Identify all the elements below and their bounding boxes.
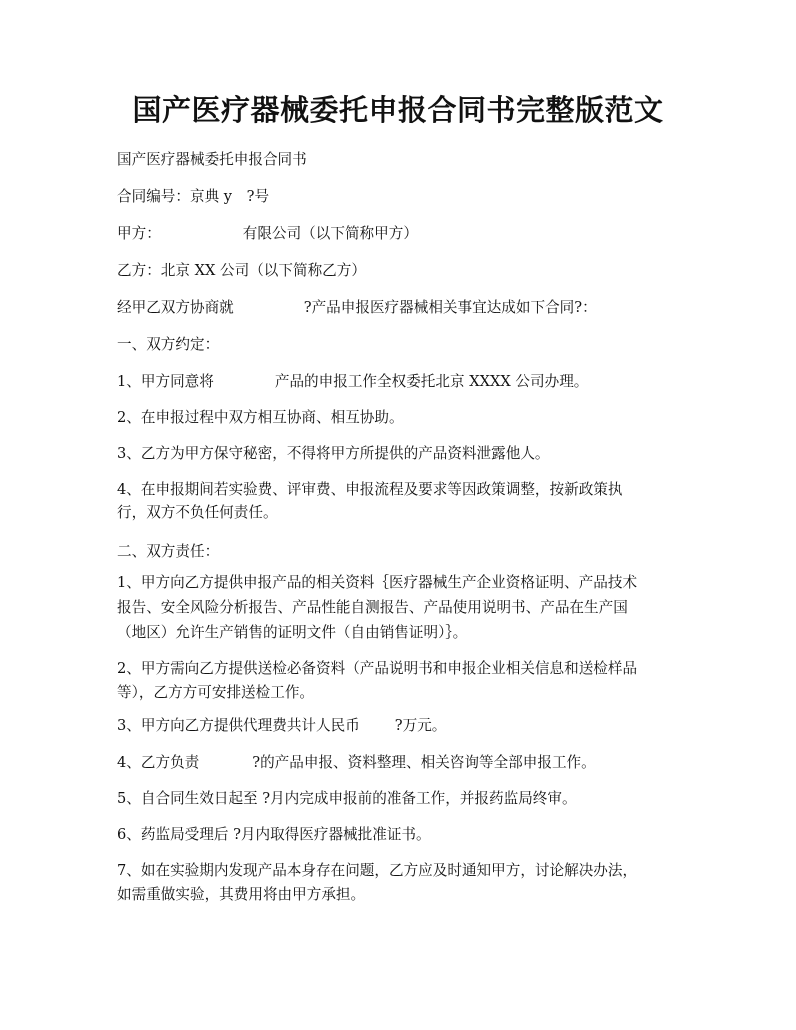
- section1-item1-suffix: 产品的申报工作全权委托北京 XXXX 公司办理。: [274, 373, 589, 390]
- party-a-line: [117, 221, 677, 247]
- section2-item7-line1: 7、如在实验期内发现产品本身存在问题，乙方应及时通知甲方，讨论解决办法，: [117, 862, 638, 879]
- section2-item4: [117, 750, 677, 776]
- section2-item2-line2: 等），乙方方可安排送检工作。: [117, 684, 315, 701]
- section2-item1-line3: （地区）允许生产销售的证明文件（自由销售证明）｝。: [117, 624, 468, 641]
- section2-item2-line1: 2、甲方需向乙方提供送检必备资料（产品说明书和申报企业相关信息和送检样品: [117, 660, 638, 677]
- party-a-prefix: 甲方：: [117, 225, 161, 242]
- party-a-suffix: 有限公司（以下简称甲方）: [242, 225, 418, 242]
- document-title: 国产医疗器械委托申报合同书完整版范文: [132, 93, 664, 127]
- preamble-prefix: 经甲乙双方协商就: [117, 299, 234, 316]
- section1-heading: 一、双方约定：: [117, 336, 220, 353]
- preamble-suffix: ?产品申报医疗器械相关事宜达成如下合同?：: [303, 299, 597, 316]
- contract-number: 合同编号：京典 y ?号: [117, 188, 270, 205]
- preamble-line: [117, 295, 677, 321]
- section2-item3-prefix: 3、甲方向乙方提供代理费共计人民币: [117, 717, 360, 734]
- section2-item5: 5、自合同生效日起至 ?月内完成申报前的准备工作，并报药监局终审。: [117, 790, 577, 807]
- section1-item1-prefix: 1、甲方同意将: [117, 373, 214, 390]
- section2-item3-suffix: ?万元。: [394, 717, 447, 734]
- section1-item4-line2: 行，双方不负任何责任。: [117, 504, 278, 521]
- section1-item3: 3、乙方为甲方保守秘密，不得将甲方所提供的产品资料泄露他人。: [117, 445, 550, 462]
- section2-item3: [117, 713, 677, 739]
- section2-item1-line1: 1、甲方向乙方提供申报产品的相关资料｛医疗器械生产企业资格证明、产品技术: [117, 574, 638, 591]
- section2-item4-suffix: ?的产品申报、资料整理、相关咨询等全部申报工作。: [252, 754, 596, 771]
- section1-item4-line1: 4、在申报期间若实验费、评审费、申报流程及要求等因政策调整，按新政策执: [117, 481, 623, 498]
- contract-subtitle: 国产医疗器械委托申报合同书: [117, 151, 307, 168]
- party-b-line: 乙方：北京 XX 公司（以下简称乙方）: [117, 262, 366, 279]
- section2-heading: 二、双方责任：: [117, 543, 220, 560]
- section2-item6: 6、药监局受理后 ?月内取得医疗器械批准证书。: [117, 826, 431, 843]
- section1-item1: [117, 369, 677, 395]
- section1-item2: 2、在申报过程中双方相互协商、相互协助。: [117, 409, 404, 426]
- section2-item4-prefix: 4、乙方负责: [117, 754, 200, 771]
- section2-item7-line2: 如需重做实验，其费用将由甲方承担。: [117, 886, 366, 903]
- section2-item1-line2: 报告、安全风险分析报告、产品性能自测报告、产品使用说明书、产品在生产国: [117, 599, 628, 616]
